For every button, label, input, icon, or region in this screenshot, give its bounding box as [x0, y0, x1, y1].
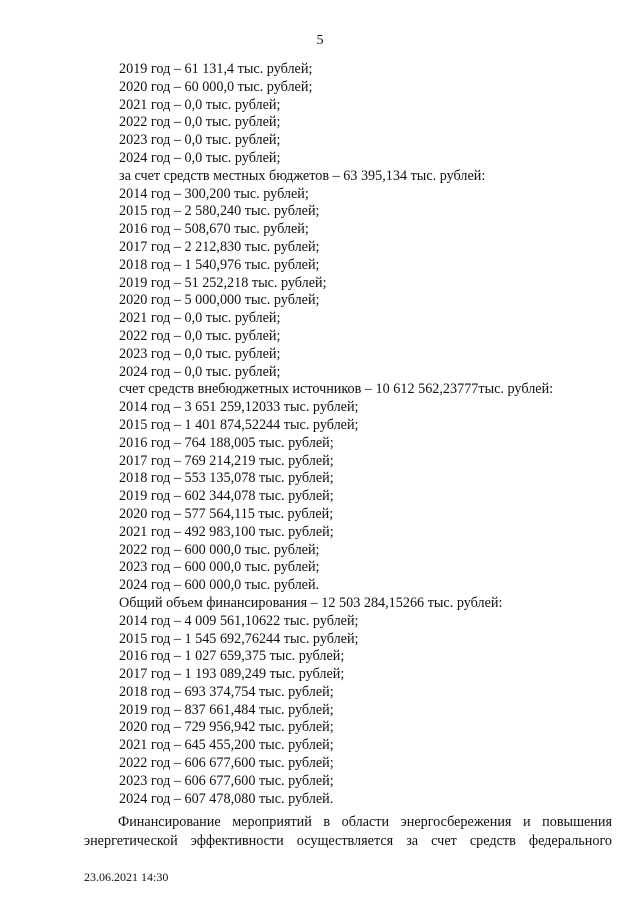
funding-line: 2018 год – 1 540,976 тыс. рублей; [119, 256, 320, 273]
funding-line: 2022 год – 0,0 тыс. рублей; [119, 327, 281, 344]
funding-line: 2017 год – 2 212,830 тыс. рублей; [119, 238, 320, 255]
funding-line: 2019 год – 837 661,484 тыс. рублей; [119, 701, 334, 718]
funding-line: 2014 год – 3 651 259,12033 тыс. рублей; [119, 399, 359, 416]
body-paragraph [84, 813, 612, 851]
funding-line: 2017 год – 769 214,219 тыс. рублей; [119, 452, 334, 469]
funding-line: 2017 год – 1 193 089,249 тыс. рублей; [119, 666, 345, 683]
funding-line: 2019 год – 602 344,078 тыс. рублей; [119, 488, 334, 505]
funding-line: 2021 год – 492 983,100 тыс. рублей; [119, 523, 334, 540]
funding-line: 2022 год – 0,0 тыс. рублей; [119, 114, 281, 131]
funding-line: 2020 год – 729 956,942 тыс. рублей; [119, 719, 334, 736]
funding-line: 2021 год – 0,0 тыс. рублей; [119, 310, 281, 327]
funding-line: 2023 год – 0,0 тыс. рублей; [119, 345, 281, 362]
page-number: 5 [316, 33, 324, 48]
funding-line: 2020 год – 5 000,000 тыс. рублей; [119, 292, 320, 309]
paragraph-line-1: Финансирование мероприятий в области энергосбережения и повышения [118, 813, 612, 830]
funding-line: 2015 год – 2 580,240 тыс. рублей; [119, 203, 320, 220]
funding-line: счет средств внебюджетных источников – 10 612 562,23777тыс. рублей: [119, 381, 554, 398]
funding-line: 2016 год – 508,670 тыс. рублей; [119, 221, 309, 238]
funding-line: 2020 год – 577 564,115 тыс. рублей; [119, 505, 334, 522]
funding-line: 2015 год – 1 401 874,52244 тыс. рублей; [119, 416, 359, 433]
funding-line: 2016 год – 1 027 659,375 тыс. рублей; [119, 648, 345, 665]
paragraph-line-2: энергетической эффективности осуществляется за счет средств федерального [84, 832, 612, 849]
funding-line: 2018 год – 693 374,754 тыс. рублей; [119, 683, 334, 700]
funding-line: 2019 год – 61 131,4 тыс. рублей; [119, 61, 313, 77]
funding-line: 2015 год – 1 545 692,76244 тыс. рублей; [119, 630, 359, 647]
funding-line: 2023 год – 606 677,600 тыс. рублей; [119, 772, 334, 789]
funding-line: 2021 год – 645 455,200 тыс. рублей; [119, 737, 334, 754]
funding-line: 2020 год – 60 000,0 тыс. рублей; [119, 78, 313, 95]
funding-line: 2014 год – 4 009 561,10622 тыс. рублей; [119, 612, 359, 629]
funding-line: 2024 год – 0,0 тыс. рублей; [119, 363, 281, 380]
funding-line: 2018 год – 553 135,078 тыс. рублей; [119, 470, 334, 487]
funding-line: 2024 год – 0,0 тыс. рублей; [119, 149, 281, 166]
funding-line: 2023 год – 600 000,0 тыс. рублей; [119, 559, 320, 576]
funding-line: 2022 год – 600 000,0 тыс. рублей; [119, 541, 320, 558]
funding-line: 2021 год – 0,0 тыс. рублей; [119, 96, 281, 113]
funding-line: 2023 год – 0,0 тыс. рублей; [119, 132, 281, 149]
funding-line: 2022 год – 606 677,600 тыс. рублей; [119, 755, 334, 772]
funding-line: 2024 год – 607 478,080 тыс. рублей. [119, 790, 334, 807]
funding-line: 2014 год – 300,200 тыс. рублей; [119, 185, 309, 202]
footer-timestamp: 23.06.2021 14:30 [84, 870, 169, 884]
funding-line: 2016 год – 764 188,005 тыс. рублей; [119, 434, 334, 451]
funding-line: Общий объем финансирования – 12 503 284,15266 тыс. рублей: [119, 594, 503, 611]
funding-line: 2024 год – 600 000,0 тыс. рублей. [119, 577, 320, 594]
funding-line: за счет средств местных бюджетов – 63 395,134 тыс. рублей: [119, 167, 486, 184]
funding-line: 2019 год – 51 252,218 тыс. рублей; [119, 274, 327, 291]
funding-lines [0, 61, 640, 808]
